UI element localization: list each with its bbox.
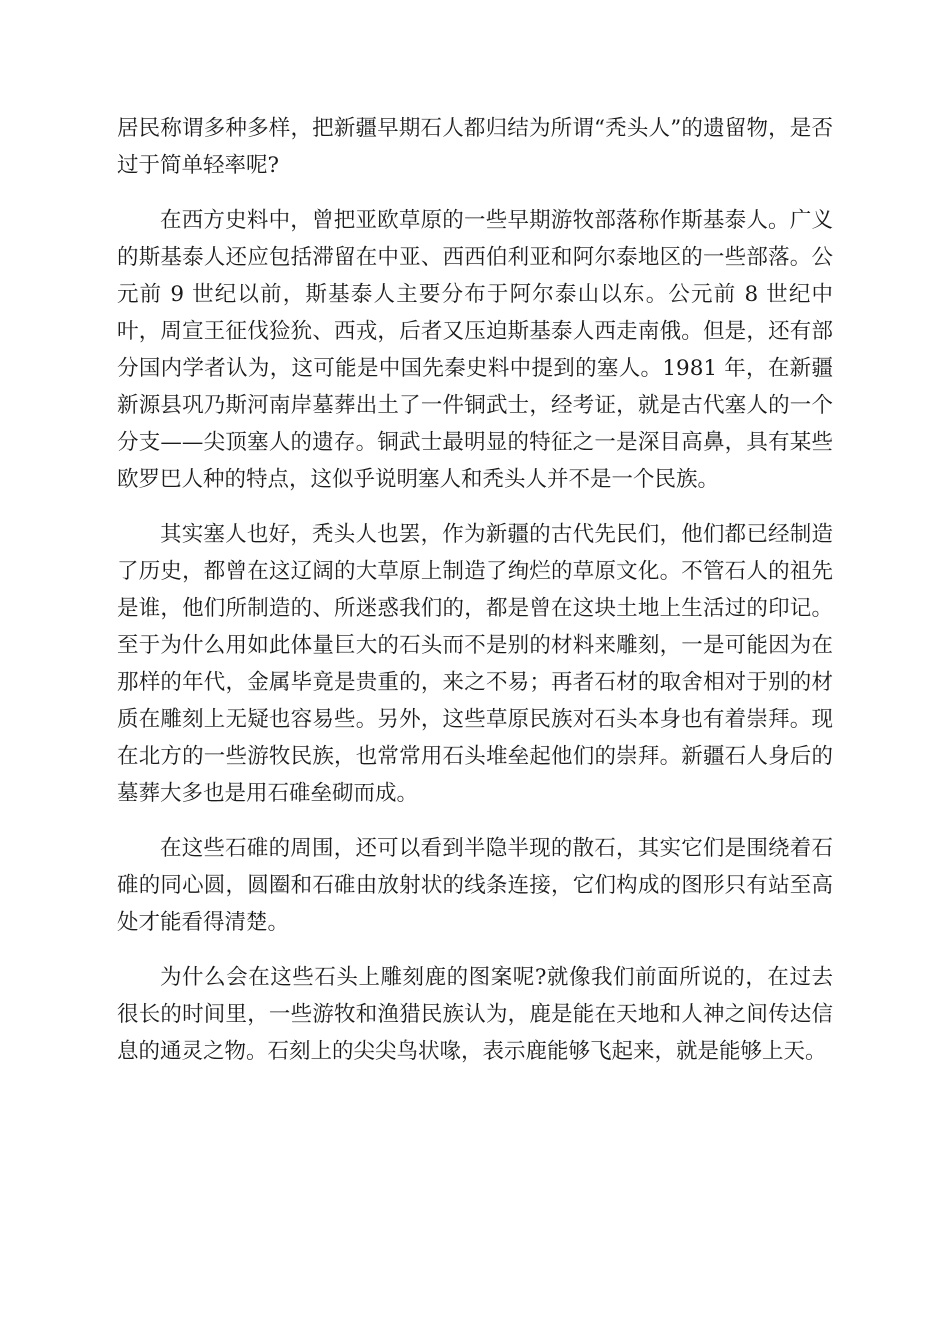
- document-body: [117, 110, 833, 1088]
- paragraph-4: 在这些石碓的周围，还可以看到半隐半现的散石，其实它们是围绕着石碓的同心圆，圆圈和石碓由放射状的线条连接，它们构成的图形只有站至高处才能看得清楚。: [117, 836, 833, 935]
- paragraph-1: 居民称谓多种多样，把新疆早期石人都归结为所谓“秃头人”的遗留物，是否过于简单轻率呢?: [117, 116, 833, 178]
- paragraph-5: 为什么会在这些石头上雕刻鹿的图案呢?就像我们前面所说的，在过去很长的时间里，一些游牧和渔猎民族认为，鹿是能在天地和人神之间传达信息的通灵之物。石刻上的尖尖鸟状喙，表示鹿能够飞起来，就是能够上天。: [117, 965, 833, 1064]
- paragraph-3: 其实塞人也好，秃头人也罢，作为新疆的古代先民们，他们都已经制造了历史，都曾在这辽阔的大草原上制造了绚烂的草原文化。不管石人的祖先是谁，他们所制造的、所迷惑我们的，都是曾在这块土地上生活过的印记。至于为什么用如此体量巨大的石头而不是别的材料来雕刻，一是可能因为在那样的年代，金属毕竟是贵重的，来之不易；再者石材的取舍相对于别的材质在雕刻上无疑也容易些。另外，这些草原民族对石头本身也有着崇拜。现在北方的一些游牧民族，也常常用石头堆垒起他们的崇拜。新疆石人身后的墓葬大多也是用石碓垒砌而成。: [117, 522, 833, 806]
- paragraph-2: 在西方史料中，曾把亚欧草原的一些早期游牧部落称作斯基泰人。广义的斯基泰人还应包括滞留在中亚、西西伯利亚和阿尔泰地区的一些部落。公元前 9 世纪以前，斯基泰人主要分布于阿尔泰山以东。公元前 8 世纪中叶，周宣王征伐猃狁、西戎，后者又压迫斯基泰人西走南俄。但是，还有部分国内学者认为，这可能是中国先秦史料中提到的塞人。1981 年，在新疆新源县巩乃斯河南岸墓葬出土了一件铜武士，经考证，就是古代塞人的一个分支——尖顶塞人的遗存。铜武士最明显的特征之一是深目高鼻，具有某些欧罗巴人种的特点，这似乎说明塞人和秃头人并不是一个民族。: [117, 208, 833, 492]
